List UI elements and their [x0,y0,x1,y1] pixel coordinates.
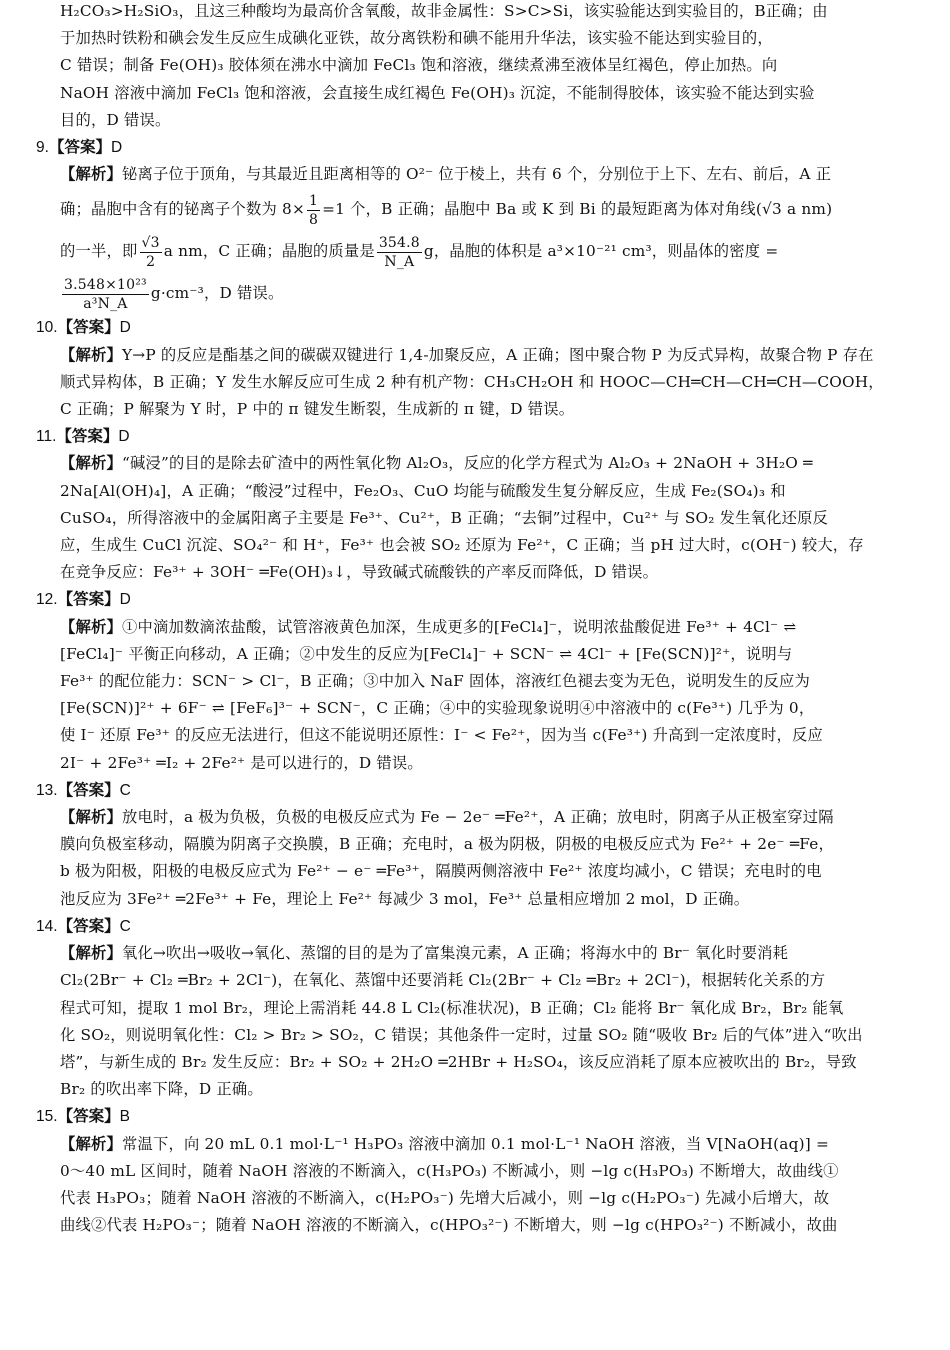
q11-analysis-line-3: CuSO₄，所得溶液中的金属阳离子主要是 Fe³⁺、Cu²⁺，B 正确；“去铜”过程中，Cu²⁺ 与 SO₂ 发生氧化还原反 [60,508,829,527]
q9-analysis-tag: 【解析】 [60,165,122,184]
q10-analysis-line-3: C 正确；P 解聚为 Y 时，P 中的 π 键发生断裂，生成新的 π 键，D 错误。 [60,400,575,419]
fraction-sqrt3-2 [140,234,162,271]
q13-answer-line [36,777,912,804]
q10-text-1: Y→P 的反应是酯基之间的碳碳双键进行 1,4-加聚反应，A 正确；图中聚合物 P 为反式异构，故聚合物 P 存在 [122,345,874,364]
fraction-numerator: 354.8 [378,234,420,251]
q13-answer-tag: 【答案】 [57,780,120,799]
q9-text-3c: g，晶胞的体积是 a³×10⁻²¹ cm³，则晶体的密度 = [423,242,779,261]
q11-text-1: “碱浸”的目的是除去矿渣中的两性氧化物 Al₂O₃，反应的化学方程式为 Al₂O₃ + 2NaOH + 3H₂O ═ [122,454,813,473]
q9-text-1: 铋离子位于顶角，与其最近且距离相等的 O²⁻ 位于棱上，共有 6 个，分别位于上下、左右、前后，A 正 [122,165,832,184]
q9-text-4: g·cm⁻³，D 错误。 [150,284,284,303]
fraction-denominator: N_A [384,253,415,270]
question-12 [36,586,912,776]
q15-analysis-line-3: 代表 H₃PO₃；随着 NaOH 溶液的不断滴入，c(H₂PO₃⁻) 先增大后减小，则 −lg c(H₂PO₃⁻) 先减小后增大，故 [60,1188,830,1207]
q13-number: 13. [36,781,58,799]
q11-analysis-line-2: 2Na[Al(OH)₄]，A 正确；“酸浸”过程中，Fe₂O₃、CuO 均能与硫酸发生复分解反应，生成 Fe₂(SO₄)₃ 和 [60,481,786,500]
q14-answer-line [36,913,912,940]
q13-analysis-line-2: 膜向负极室移动，隔膜为阴离子交换膜，B 正确；充电时，a 极为阴极，阴极的电极反应式为 Fe²⁺ + 2e⁻ ═Fe， [60,835,834,854]
fraction-numerator: 1 [308,192,319,209]
q11-analysis-line-5: 在竞争反应：Fe³⁺ + 3OH⁻ ═Fe(OH)₃↓，导致碱式硫酸铁的产率反而降低，D 错误。 [60,563,659,582]
q15-answer-line [36,1103,912,1130]
q10-answer: D [119,319,131,337]
fraction-denominator: 8 [308,211,319,228]
q9-analysis-line-2 [60,188,912,230]
q14-analysis-line-2: Cl₂(2Br⁻ + Cl₂ ═Br₂ + 2Cl⁻)，在氧化、蒸馏中还要消耗 Cl₂(2Br⁻ + Cl₂ ═Br₂ + 2Cl⁻)，根据转化关系的方 [60,971,826,990]
q8-line-1: H₂CO₃>H₂SiO₃，且这三种酸均为最高价含氧酸，故非金属性：S>C>Si，该实验能达到实验目的，B正确；由 [60,2,828,20]
q12-answer-tag: 【答案】 [57,590,120,609]
q10-answer-tag: 【答案】 [57,318,120,337]
q12-analysis-line-2: [FeCl₄]⁻ 平衡正向移动，A 正确；②中发生的反应为[FeCl₄]⁻ + SCN⁻ ⇌ 4Cl⁻ + [Fe(SCN)]²⁺，说明与 [60,644,793,663]
q12-text-1: ①中滴加数滴浓盐酸，试管溶液黄色加深，生成更多的[FeCl₄]⁻，说明浓盐酸促进 Fe³⁺ + 4Cl⁻ ⇌ [122,617,797,636]
fraction-numerator: 3.548×10²³ [64,276,147,293]
fraction-numerator: √3 [141,234,160,251]
q9-analysis-line-1 [60,161,912,188]
q11-analysis-tag: 【解析】 [60,454,122,473]
q9-answer-line [36,134,912,161]
fraction-denominator: a³N_A [83,295,128,312]
q9-analysis-line-3 [60,230,912,272]
q15-number: 15. [36,1108,58,1126]
q10-analysis-line-1 [60,342,912,369]
q12-answer-line [36,586,912,613]
q9-number: 9. [36,139,49,157]
q9-answer-tag: 【答案】 [48,138,111,157]
q9-analysis-line-4 [60,272,912,314]
q15-text-1: 常温下，向 20 mL 0.1 mol·L⁻¹ H₃PO₃ 溶液中滴加 0.1 mol·L⁻¹ NaOH 溶液，当 V[NaOH(aq)] = [122,1134,830,1153]
question-13 [36,777,912,913]
q15-answer-tag: 【答案】 [57,1107,120,1126]
q8-line-3: C 错误；制备 Fe(OH)₃ 胶体须在沸水中滴加 FeCl₃ 饱和溶液，继续煮沸至液体呈红褐色，停止加热。向 [60,56,778,75]
q9-text-3a: 的一半，即 [60,242,138,261]
q13-analysis-tag: 【解析】 [60,808,122,827]
fraction-density [62,276,149,313]
q14-analysis-line-1 [60,940,912,967]
q13-answer: C [119,781,131,799]
q10-answer-line [36,314,912,341]
q12-answer: D [119,591,131,609]
fraction-mass [377,234,422,271]
question-10 [36,314,912,423]
q14-answer: C [119,917,131,935]
question-14 [36,913,912,1103]
q12-analysis-line-1 [60,614,912,641]
question-11 [36,423,912,586]
q14-analysis-line-6: Br₂ 的吹出率下降，D 正确。 [60,1080,263,1099]
q12-number: 12. [36,591,58,609]
q8-line-2: 于加热时铁粉和碘会发生反应生成碘化亚铁，故分离铁粉和碘不能用升华法，该实验不能达到实验目的， [60,29,773,48]
q12-analysis-line-5: 使 I⁻ 还原 Fe³⁺ 的反应无法进行，但这不能说明还原性：I⁻ < Fe²⁺，因为当 c(Fe³⁺) 升高到一定浓度时，反应 [60,726,824,745]
question-9 [36,134,912,314]
q11-analysis-line-1 [60,450,912,477]
q15-analysis-line-4: 曲线②代表 H₂PO₃⁻；随着 NaOH 溶液的不断滴入，c(HPO₃²⁻) 不断增大，则 −lg c(HPO₃²⁻) 不断减小，故曲 [60,1216,838,1235]
q8-line-5: 目的，D 错误。 [60,110,171,129]
q8-line-4: NaOH 溶液中滴加 FeCl₃ 饱和溶液，会直接生成红褐色 Fe(OH)₃ 沉淀，不能制得胶体，该实验不能达到实验 [60,83,815,102]
q15-answer: B [119,1108,130,1126]
q14-analysis-line-3: 程式可知，提取 1 mol Br₂，理论上需消耗 44.8 L Cl₂(标准状况)，B 正确；Cl₂ 能将 Br⁻ 氧化成 Br₂，Br₂ 能氧 [60,998,844,1017]
q11-answer-line [36,423,912,450]
q9-text-2b: =1 个，B 正确；晶胞中 Ba 或 K 到 Bi 的最短距离为体对角线(√3 a nm) [322,200,833,219]
q11-answer-tag: 【答案】 [56,427,119,446]
q13-analysis-line-4: 池反应为 3Fe²⁺ ═2Fe³⁺ + Fe，理论上 Fe²⁺ 每减少 3 mol，Fe³⁺ 总量相应增加 2 mol，D 正确。 [60,889,750,908]
q9-answer: D [110,139,123,157]
q13-text-1: 放电时，a 极为负极，负极的电极反应式为 Fe − 2e⁻ ═Fe²⁺，A 正确；放电时，阴离子从正极室穿过隔 [122,808,834,827]
q14-analysis-line-5: 塔”，与新生成的 Br₂ 发生反应：Br₂ + SO₂ + 2H₂O ═2HBr + H₂SO₄，该反应消耗了原本应被吹出的 Br₂，导致 [60,1052,857,1071]
q12-analysis-line-6: 2I⁻ + 2Fe³⁺ ═I₂ + 2Fe²⁺ 是可以进行的，D 错误。 [60,753,423,772]
q9-text-3b: a nm，C 正确；晶胞的质量是 [163,242,375,261]
q13-analysis-line-3: b 极为阳极，阳极的电极反应式为 Fe²⁺ − e⁻ ═Fe³⁺，隔膜两侧溶液中 Fe²⁺ 浓度均减小，C 错误；充电时的电 [60,862,822,881]
q11-number: 11. [36,428,57,446]
q14-analysis-tag: 【解析】 [60,944,122,963]
q14-number: 14. [36,917,58,935]
q15-analysis-line-1 [60,1131,912,1158]
question-8-continuation [60,0,912,134]
q10-number: 10. [36,319,58,337]
q10-analysis-line-2: 顺式异构体，B 正确；Y 发生水解反应可生成 2 种有机产物：CH₃CH₂OH 和 HOOC—CH═CH—CH═CH—COOH， [60,372,884,391]
q12-analysis-tag: 【解析】 [60,617,122,636]
fraction-denominator: 2 [146,253,156,270]
q14-text-1: 氧化→吹出→吸收→氧化、蒸馏的目的是为了富集溴元素，A 正确；将海水中的 Br⁻ 氧化时要消耗 [122,944,789,963]
q14-answer-tag: 【答案】 [57,916,120,935]
q12-analysis-line-3: Fe³⁺ 的配位能力：SCN⁻ > Cl⁻，B 正确；③中加入 NaF 固体，溶液红色褪去变为无色，说明发生的反应为 [60,672,810,691]
fraction-1-8 [307,192,320,229]
q10-analysis-tag: 【解析】 [60,345,122,364]
question-15 [36,1103,912,1239]
q14-analysis-line-4: 化 SO₂，则说明氧化性：Cl₂ > Br₂ > SO₂，C 错误；其他条件一定时，过量 SO₂ 随“吸收 Br₂ 后的气体”进入“吹出 [60,1025,863,1044]
q9-text-2a: 确；晶胞中含有的铋离子个数为 8× [60,200,305,219]
q15-analysis-line-2: 0～40 mL 区间时，随着 NaOH 溶液的不断滴入，c(H₃PO₃) 不断减小，则 −lg c(H₃PO₃) 不断增大，故曲线① [60,1161,839,1180]
q11-answer: D [118,428,130,446]
q11-analysis-line-4: 应，生成生 CuCl 沉淀、SO₄²⁻ 和 H⁺，Fe³⁺ 也会被 SO₂ 还原为 Fe²⁺，C 正确；当 pH 过大时，c(OH⁻) 较大，存 [60,536,864,555]
q15-analysis-tag: 【解析】 [60,1134,122,1153]
q13-analysis-line-1 [60,804,912,831]
q12-analysis-line-4: [Fe(SCN)]²⁺ + 6F⁻ ⇌ [FeF₆]³⁻ + SCN⁻，C 正确；④中的实验现象说明④中溶液中的 c(Fe³⁺) 几乎为 0， [60,699,815,718]
